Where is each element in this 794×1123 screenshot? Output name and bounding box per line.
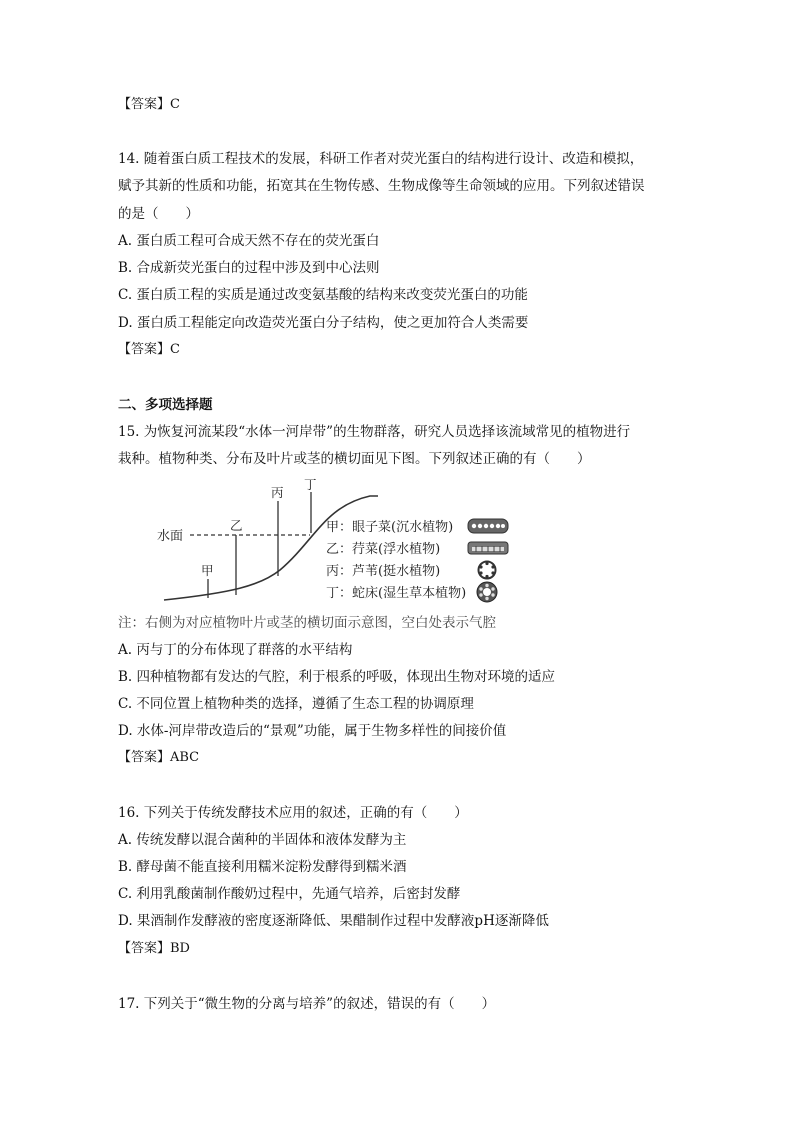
answer-q14: 【答案】C bbox=[118, 342, 180, 357]
riverbank-plant-figure bbox=[150, 478, 520, 606]
plant-bing-mark: 丙 bbox=[271, 485, 284, 500]
section-title-multiple-choice: 二、多项选择题 bbox=[118, 397, 213, 413]
question-14-stem-line-2: 赋予其新的性质和功能，拓宽其在生物传感、生物成像等生命领域的应用。下列叙述错误 bbox=[118, 178, 645, 194]
jia-leaf-cross-section-icon bbox=[468, 519, 508, 533]
water-surface-label: 水面 bbox=[157, 529, 184, 544]
bing-stem-cross-section-icon bbox=[479, 562, 496, 579]
question-17-stem: 17. 下列关于“微生物的分离与培养”的叙述，错误的有（ ） bbox=[118, 996, 496, 1012]
question-14-option-c: C. 蛋白质工程的实质是通过改变氨基酸的结构来改变荧光蛋白的功能 bbox=[118, 287, 528, 303]
question-15-option-d: D. 水体-河岸带改造后的“景观”功能，属于生物多样性的间接价值 bbox=[118, 723, 507, 739]
question-14-option-d: D. 蛋白质工程能定向改造荧光蛋白分子结构，使之更加符合人类需要 bbox=[118, 315, 529, 331]
question-16-option-d: D. 果酒制作发酵液的密度逐渐降低、果醋制作过程中发酵液pH逐渐降低 bbox=[118, 913, 549, 929]
yi-leaf-cross-section-icon bbox=[468, 542, 508, 554]
question-15-option-b: B. 四种植物都有发达的气腔，利于根系的呼吸，体现出生物对环境的适应 bbox=[118, 669, 556, 685]
answer-q13: 【答案】C bbox=[118, 97, 180, 112]
question-15-option-a: A. 丙与丁的分布体现了群落的水平结构 bbox=[118, 642, 353, 658]
plant-jia-mark: 甲 bbox=[201, 563, 214, 578]
answer-q16: 【答案】BD bbox=[118, 941, 190, 956]
question-14-option-b: B. 合成新荧光蛋白的过程中涉及到中心法则 bbox=[118, 260, 380, 276]
question-15-option-c: C. 不同位置上植物种类的选择，遵循了生态工程的协调原理 bbox=[118, 696, 474, 712]
question-15-figure-note: 注：右侧为对应植物叶片或茎的横切面示意图，空白处表示气腔 bbox=[118, 615, 496, 631]
question-16-stem: 16. 下列关于传统发酵技术应用的叙述，正确的有（ ） bbox=[118, 805, 468, 821]
ding-stem-cross-section-icon bbox=[477, 582, 497, 602]
question-14-stem-line-1: 14. 随着蛋白质工程技术的发展，科研工作者对荧光蛋白的结构进行设计、改造和模拟， bbox=[118, 151, 644, 167]
legend-bing: 丙：芦苇(挺水植物) bbox=[326, 564, 441, 579]
question-14-stem-line-3: 的是（ ） bbox=[118, 206, 199, 222]
plant-yi-mark: 乙 bbox=[230, 518, 243, 533]
legend-ding: 丁：蛇床(湿生草本植物) bbox=[326, 586, 467, 601]
plant-ding-mark: 丁 bbox=[304, 478, 317, 492]
answer-q15: 【答案】ABC bbox=[118, 750, 200, 765]
question-16-option-a: A. 传统发酵以混合菌种的半固体和液体发酵为主 bbox=[118, 832, 407, 848]
question-16-option-b: B. 酵母菌不能直接利用糯米淀粉发酵得到糯米酒 bbox=[118, 859, 407, 875]
question-14-option-a: A. 蛋白质工程可合成天然不存在的荧光蛋白 bbox=[118, 233, 380, 249]
question-16-option-c: C. 利用乳酸菌制作酸奶过程中，先通气培养，后密封发酵 bbox=[118, 886, 461, 902]
question-15-stem-line-1: 15. 为恢复河流某段“水体一河岸带”的生物群落，研究人员选择该流域常见的植物进行 bbox=[118, 424, 631, 440]
legend-yi: 乙：荇菜(浮水植物) bbox=[326, 542, 441, 557]
question-15-stem-line-2: 栽种。植物种类、分布及叶片或茎的横切面见下图。下列叙述正确的有（ ） bbox=[118, 451, 591, 467]
legend-jia: 甲：眼子菜(沉水植物) bbox=[326, 520, 454, 535]
